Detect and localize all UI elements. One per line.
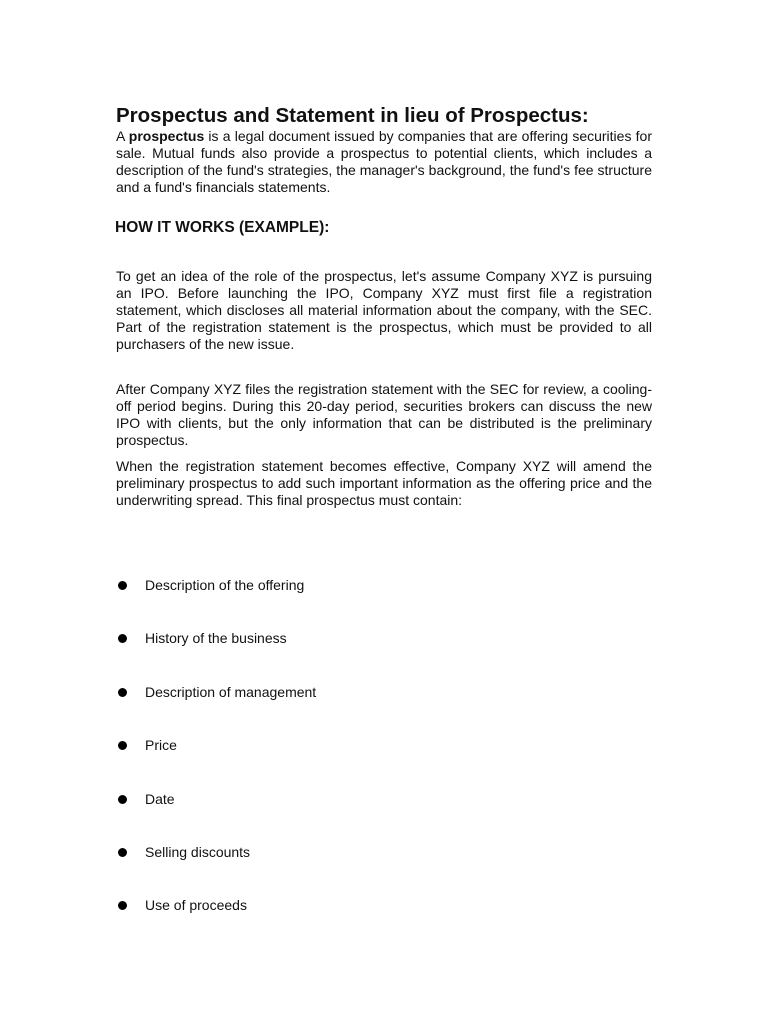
bullet-icon [118,634,127,643]
paragraph-ipo-example: To get an idea of the role of the prospectus, let's assume Company XYZ is pursuing an IPO. Before launching the IPO, Company XYZ must first file a registration statement, which discloses all material information about the company, with the SEC. Part of the registration statement is the prospectus, which must be provided to all purchasers of the new issue. [116,268,652,352]
list-item [116,790,636,843]
document-body [116,104,652,509]
bullet-icon [118,795,127,804]
paragraph-cooling-off: After Company XYZ files the registration statement with the SEC for review, a cooling-off period begins. During this 20-day period, securities brokers can discuss the new IPO with clients, but the only information that can be distributed is the preliminary prospectus. [116,381,652,448]
list-item-text: Date [145,790,175,807]
section-heading: HOW IT WORKS (EXAMPLE): [115,219,330,236]
list-item-text: History of the business [145,630,287,647]
list-item [116,843,636,896]
list-item [116,736,636,789]
bullet-icon [118,688,127,697]
list-item-text: Description of management [145,683,317,700]
list-item [116,576,636,629]
final-prospectus-contents-list [116,576,636,950]
page-title: Prospectus and Statement in lieu of Prospectus: [116,104,589,127]
list-item-text: Use of proceeds [145,897,247,914]
intro-paragraph [116,128,652,196]
bullet-icon [118,848,127,857]
list-item [116,629,636,682]
list-item-text: Price [145,737,177,754]
bullet-icon [118,581,127,590]
intro-text: is a legal document issued by companies that are offering securities for sale. Mutual funds also provide a prospectus to potential clients, which includes a description of the fund's strategies, the manager's background, the fund's fee structure and a fund's financials statements. [116,128,652,195]
list-item [116,683,636,736]
paragraph-final-prospectus: When the registration statement becomes effective, Company XYZ will amend the preliminary prospectus to add such important information as the offering price and the underwriting spread. This final prospectus must contain: [116,458,652,508]
bullet-icon [118,901,127,910]
list-item-text: Selling discounts [145,843,251,860]
intro-term: prospectus [128,128,205,144]
list-item-text: Description of the offering [145,577,305,593]
bullet-icon [118,741,127,750]
intro-prefix: A [116,128,129,144]
list-item [116,896,636,949]
